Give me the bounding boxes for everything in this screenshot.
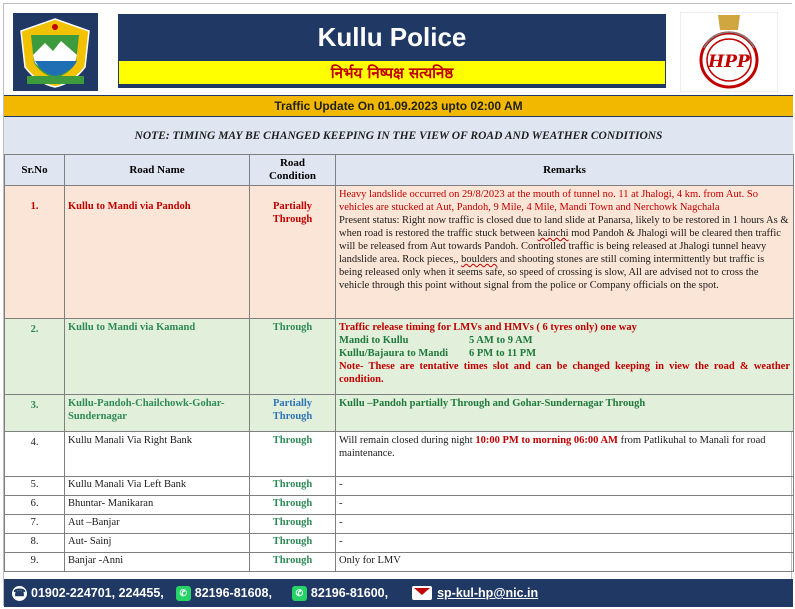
row-road: Bhuntar- Manikaran <box>65 496 250 515</box>
table-row <box>5 553 794 572</box>
row-condition: Through <box>250 496 336 515</box>
motto-text: निर्भय निष्पक्ष सत्यनिष्ठ <box>330 63 454 82</box>
table-row <box>5 496 794 515</box>
row-condition: Through <box>250 515 336 534</box>
whatsapp-icon: ✆ <box>292 586 307 601</box>
row-remarks: - <box>336 477 794 496</box>
row-condition: Through <box>250 534 336 553</box>
title-banner <box>118 14 666 61</box>
table-row <box>5 534 794 553</box>
whatsapp-icon: ✆ <box>176 586 191 601</box>
table-row <box>5 395 794 432</box>
row-road: Kullu to Mandi via Pandoh <box>65 186 250 319</box>
row-condition: Partially Through <box>250 186 336 319</box>
col-header-condition: Road Condition <box>250 155 336 186</box>
row-remarks: Kullu –Pandoh partially Through and Gohar-Sundernagar Through <box>336 395 794 432</box>
table-row <box>5 186 794 319</box>
row-remarks: - <box>336 496 794 515</box>
whatsapp-number-1: 82196-81608, <box>194 586 272 600</box>
table-row <box>5 319 794 395</box>
mail-icon <box>412 586 432 600</box>
row-road: Kullu to Mandi via Kamand <box>65 319 250 395</box>
col-header-sr: Sr.No <box>5 155 65 186</box>
row-remarks: Heavy landslide occurred on 29/8/2023 at the mouth of tunnel no. 11 at Jhalogi, 4 km. from Aut. So vehicles are stucked at Aut, Pandoh, 9 Mile, 4 Mile, Mandi Town and Nerchowk Nagchala Present status: Right now traffic is closed due to land slide at Panarsa, likely to be restored in 1 hours As & when road is restored the traffic stuck between kainchi mod Pandoh & Jhalogi will be cleared then traffic will be released from Aut towards Pandoh. Controlled traffic is being released at Jhalogi tunnel heavy landslide area. Rock pieces,, boulders and shooting stones are still coming intermittently but traffic is being released only when it seems safe, so speed of crossing is slow, All are advised not to cross the vehicle through this point without signal from the police or Company officials on the spot. <box>336 186 794 319</box>
note-bar <box>4 117 793 154</box>
row-road: Banjar -Anni <box>65 553 250 572</box>
row-sr: 9. <box>5 553 65 572</box>
motto-banner <box>118 61 666 84</box>
row-road: Kullu Manali Via Right Bank <box>65 432 250 477</box>
row-remarks: - <box>336 515 794 534</box>
motto-underline <box>118 84 666 88</box>
traffic-update-title: Traffic Update On 01.09.2023 upto 02:00 AM <box>274 99 523 113</box>
col-header-remarks: Remarks <box>336 155 794 186</box>
row-remarks: - <box>336 534 794 553</box>
phone-icon: ☎ <box>13 587 26 599</box>
page <box>3 3 792 606</box>
row-sr: 5. <box>5 477 65 496</box>
note-text: NOTE: TIMING MAY BE CHANGED KEEPING IN THE VIEW OF ROAD AND WEATHER CONDITIONS <box>134 129 663 142</box>
table-row <box>5 432 794 477</box>
traffic-update-bar <box>4 95 793 117</box>
footer-email[interactable] <box>412 586 538 600</box>
traffic-table <box>4 154 794 572</box>
row-sr: 3. <box>5 395 65 432</box>
row-sr: 7. <box>5 515 65 534</box>
row-sr: 6. <box>5 496 65 515</box>
hpp-badge-logo <box>680 12 778 92</box>
table-header-row <box>5 155 794 186</box>
row-road: Kullu-Pandoh-Chailchowk-Gohar-Sundernagar <box>65 395 250 432</box>
row-condition: Through <box>250 432 336 477</box>
table-row <box>5 515 794 534</box>
row-condition: Through <box>250 553 336 572</box>
footer-whatsapp-2 <box>292 586 388 601</box>
row-condition: Through <box>250 319 336 395</box>
row-sr: 8. <box>5 534 65 553</box>
contact-footer <box>4 579 793 607</box>
himachal-police-logo <box>13 13 98 91</box>
row-condition: Through <box>250 477 336 496</box>
row-sr: 4. <box>5 432 65 477</box>
row-road: Aut- Sainj <box>65 534 250 553</box>
footer-phone <box>12 586 164 601</box>
phone-numbers: 01902-224701, 224455, <box>31 586 164 600</box>
row-sr: 2. <box>5 319 65 395</box>
row-condition: Partially Through <box>250 395 336 432</box>
row-road: Aut –Banjar <box>65 515 250 534</box>
svg-text:HPP: HPP <box>708 52 750 72</box>
footer-whatsapp-1 <box>176 586 272 601</box>
row-road: Kullu Manali Via Left Bank <box>65 477 250 496</box>
row-remarks: Traffic release timing for LMVs and HMVs ( 6 tyres only) one way Mandi to Kullu 5 AM to 9 AM Kullu/Bajaura to Mandi 6 PM to 11 PM Note- These are tentative times slot and can be changed keeping in view the road & weather condition. <box>336 319 794 395</box>
row-remarks: Will remain closed during night 10:00 PM to morning 06:00 AM from Patlikuhal to Manali for road maintenance. <box>336 432 794 477</box>
email-link[interactable]: sp-kul-hp@nic.in <box>437 586 539 600</box>
table-row <box>5 477 794 496</box>
row-remarks: Only for LMV <box>336 553 794 572</box>
whatsapp-number-2: 82196-81600, <box>310 586 389 600</box>
col-header-road: Road Name <box>65 155 250 186</box>
header <box>4 4 793 95</box>
row-sr: 1. <box>5 186 65 319</box>
page-title: Kullu Police <box>317 22 467 52</box>
